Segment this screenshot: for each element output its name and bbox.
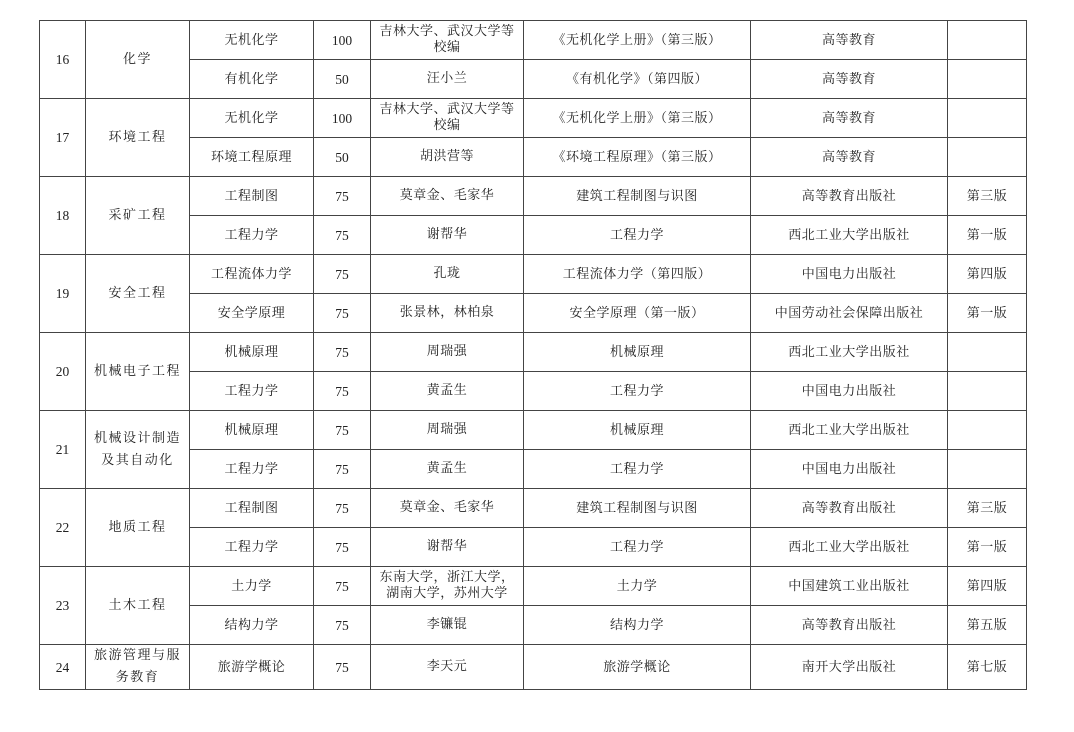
row-number-cell: 17 bbox=[40, 99, 86, 177]
hours-cell: 75 bbox=[314, 567, 371, 606]
hours-cell: 100 bbox=[314, 21, 371, 60]
editor-cell: 东南大学，浙江大学，湖南大学，苏州大学 bbox=[371, 567, 524, 606]
edition-cell bbox=[948, 333, 1027, 372]
edition-cell: 第一版 bbox=[948, 216, 1027, 255]
row-number-cell: 21 bbox=[40, 411, 86, 489]
textbook-cell: 机械原理 bbox=[524, 411, 751, 450]
edition-cell bbox=[948, 372, 1027, 411]
publisher-cell: 高等教育出版社 bbox=[751, 489, 948, 528]
row-number-cell: 24 bbox=[40, 645, 86, 690]
textbook-cell: 工程力学 bbox=[524, 372, 751, 411]
publisher-cell: 高等教育 bbox=[751, 21, 948, 60]
textbook-cell: 建筑工程制图与识图 bbox=[524, 489, 751, 528]
edition-cell bbox=[948, 21, 1027, 60]
textbook-cell: 《无机化学上册》（第三版） bbox=[524, 99, 751, 138]
row-number-cell: 18 bbox=[40, 177, 86, 255]
course-cell: 工程流体力学 bbox=[190, 255, 314, 294]
publisher-cell: 高等教育 bbox=[751, 99, 948, 138]
major-cell: 化学 bbox=[86, 21, 190, 99]
course-cell: 无机化学 bbox=[190, 21, 314, 60]
publisher-cell: 高等教育 bbox=[751, 138, 948, 177]
textbook-cell: 《有机化学》（第四版） bbox=[524, 60, 751, 99]
textbook-cell: 《无机化学上册》（第三版） bbox=[524, 21, 751, 60]
hours-cell: 100 bbox=[314, 99, 371, 138]
table-row bbox=[40, 567, 1027, 606]
publisher-cell: 西北工业大学出版社 bbox=[751, 333, 948, 372]
course-cell: 工程制图 bbox=[190, 177, 314, 216]
textbook-cell: 建筑工程制图与识图 bbox=[524, 177, 751, 216]
hours-cell: 75 bbox=[314, 606, 371, 645]
editor-cell: 孔珑 bbox=[371, 255, 524, 294]
table-row bbox=[40, 177, 1027, 216]
hours-cell: 75 bbox=[314, 450, 371, 489]
course-cell: 旅游学概论 bbox=[190, 645, 314, 690]
table-row bbox=[40, 645, 1027, 690]
major-cell: 机械电子工程 bbox=[86, 333, 190, 411]
table-row bbox=[40, 99, 1027, 138]
editor-cell: 李镰锟 bbox=[371, 606, 524, 645]
course-cell: 安全学原理 bbox=[190, 294, 314, 333]
hours-cell: 75 bbox=[314, 216, 371, 255]
exam-textbook-table bbox=[39, 20, 1027, 690]
major-cell: 机械设计制造及其自动化 bbox=[86, 411, 190, 489]
edition-cell: 第五版 bbox=[948, 606, 1027, 645]
textbook-cell: 机械原理 bbox=[524, 333, 751, 372]
publisher-cell: 中国电力出版社 bbox=[751, 450, 948, 489]
hours-cell: 75 bbox=[314, 372, 371, 411]
editor-cell: 黄孟生 bbox=[371, 372, 524, 411]
major-cell: 采矿工程 bbox=[86, 177, 190, 255]
hours-cell: 75 bbox=[314, 645, 371, 690]
edition-cell bbox=[948, 60, 1027, 99]
table-row bbox=[40, 21, 1027, 60]
edition-cell: 第四版 bbox=[948, 567, 1027, 606]
publisher-cell: 高等教育 bbox=[751, 60, 948, 99]
publisher-cell: 南开大学出版社 bbox=[751, 645, 948, 690]
course-cell: 工程力学 bbox=[190, 528, 314, 567]
hours-cell: 75 bbox=[314, 411, 371, 450]
editor-cell: 汪小兰 bbox=[371, 60, 524, 99]
row-number-cell: 20 bbox=[40, 333, 86, 411]
course-cell: 工程力学 bbox=[190, 216, 314, 255]
hours-cell: 75 bbox=[314, 528, 371, 567]
editor-cell: 胡洪营等 bbox=[371, 138, 524, 177]
textbook-cell: 旅游学概论 bbox=[524, 645, 751, 690]
document-page bbox=[39, 20, 1026, 690]
table-row bbox=[40, 333, 1027, 372]
hours-cell: 75 bbox=[314, 333, 371, 372]
course-cell: 工程力学 bbox=[190, 450, 314, 489]
edition-cell bbox=[948, 411, 1027, 450]
table-row bbox=[40, 489, 1027, 528]
table-body bbox=[40, 21, 1027, 690]
major-cell: 土木工程 bbox=[86, 567, 190, 645]
textbook-cell: 工程力学 bbox=[524, 528, 751, 567]
edition-cell: 第一版 bbox=[948, 528, 1027, 567]
publisher-cell: 西北工业大学出版社 bbox=[751, 216, 948, 255]
course-cell: 工程制图 bbox=[190, 489, 314, 528]
editor-cell: 周瑞强 bbox=[371, 411, 524, 450]
editor-cell: 黄孟生 bbox=[371, 450, 524, 489]
editor-cell: 莫章金、毛家华 bbox=[371, 489, 524, 528]
course-cell: 机械原理 bbox=[190, 333, 314, 372]
publisher-cell: 中国劳动社会保障出版社 bbox=[751, 294, 948, 333]
hours-cell: 75 bbox=[314, 255, 371, 294]
publisher-cell: 中国电力出版社 bbox=[751, 255, 948, 294]
table-row bbox=[40, 255, 1027, 294]
major-cell: 旅游管理与服务教育 bbox=[86, 645, 190, 690]
textbook-cell: 工程流体力学（第四版） bbox=[524, 255, 751, 294]
publisher-cell: 高等教育出版社 bbox=[751, 177, 948, 216]
editor-cell: 李天元 bbox=[371, 645, 524, 690]
textbook-cell: 安全学原理（第一版） bbox=[524, 294, 751, 333]
course-cell: 机械原理 bbox=[190, 411, 314, 450]
hours-cell: 75 bbox=[314, 177, 371, 216]
editor-cell: 吉林大学、武汉大学等校编 bbox=[371, 21, 524, 60]
textbook-cell: 工程力学 bbox=[524, 450, 751, 489]
edition-cell: 第三版 bbox=[948, 489, 1027, 528]
publisher-cell: 西北工业大学出版社 bbox=[751, 528, 948, 567]
row-number-cell: 19 bbox=[40, 255, 86, 333]
major-cell: 安全工程 bbox=[86, 255, 190, 333]
publisher-cell: 中国建筑工业出版社 bbox=[751, 567, 948, 606]
row-number-cell: 23 bbox=[40, 567, 86, 645]
course-cell: 土力学 bbox=[190, 567, 314, 606]
publisher-cell: 西北工业大学出版社 bbox=[751, 411, 948, 450]
edition-cell: 第七版 bbox=[948, 645, 1027, 690]
edition-cell: 第四版 bbox=[948, 255, 1027, 294]
edition-cell: 第一版 bbox=[948, 294, 1027, 333]
textbook-cell: 土力学 bbox=[524, 567, 751, 606]
editor-cell: 莫章金、毛家华 bbox=[371, 177, 524, 216]
edition-cell bbox=[948, 138, 1027, 177]
editor-cell: 张景林，林柏泉 bbox=[371, 294, 524, 333]
editor-cell: 谢帮华 bbox=[371, 216, 524, 255]
textbook-cell: 《环境工程原理》（第三版） bbox=[524, 138, 751, 177]
table-row bbox=[40, 411, 1027, 450]
textbook-cell: 工程力学 bbox=[524, 216, 751, 255]
edition-cell bbox=[948, 99, 1027, 138]
textbook-cell: 结构力学 bbox=[524, 606, 751, 645]
hours-cell: 75 bbox=[314, 294, 371, 333]
edition-cell: 第三版 bbox=[948, 177, 1027, 216]
major-cell: 地质工程 bbox=[86, 489, 190, 567]
hours-cell: 50 bbox=[314, 138, 371, 177]
editor-cell: 谢帮华 bbox=[371, 528, 524, 567]
row-number-cell: 16 bbox=[40, 21, 86, 99]
edition-cell bbox=[948, 450, 1027, 489]
editor-cell: 吉林大学、武汉大学等校编 bbox=[371, 99, 524, 138]
editor-cell: 周瑞强 bbox=[371, 333, 524, 372]
course-cell: 工程力学 bbox=[190, 372, 314, 411]
publisher-cell: 中国电力出版社 bbox=[751, 372, 948, 411]
hours-cell: 50 bbox=[314, 60, 371, 99]
row-number-cell: 22 bbox=[40, 489, 86, 567]
course-cell: 无机化学 bbox=[190, 99, 314, 138]
course-cell: 结构力学 bbox=[190, 606, 314, 645]
publisher-cell: 高等教育出版社 bbox=[751, 606, 948, 645]
course-cell: 有机化学 bbox=[190, 60, 314, 99]
hours-cell: 75 bbox=[314, 489, 371, 528]
major-cell: 环境工程 bbox=[86, 99, 190, 177]
course-cell: 环境工程原理 bbox=[190, 138, 314, 177]
